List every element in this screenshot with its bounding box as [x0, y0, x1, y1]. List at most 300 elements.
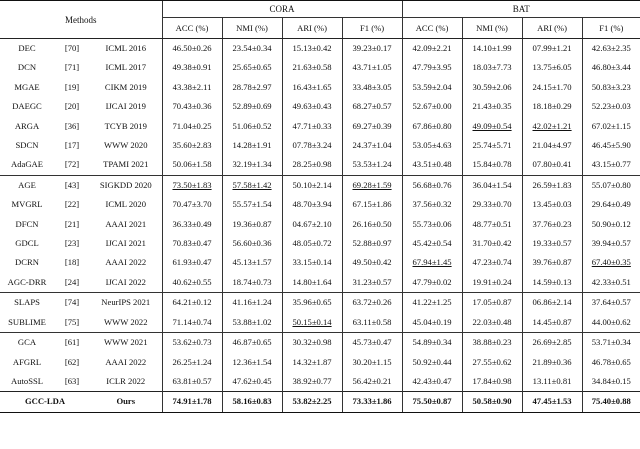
metric-cell	[582, 353, 640, 372]
metric-value: 46.78±0.65	[591, 356, 631, 367]
metric-cell	[522, 273, 582, 293]
metric-value: 50.10±2.14	[292, 179, 332, 190]
method-ref: [62]	[64, 356, 80, 367]
metric-value: 55.73±0.06	[412, 218, 452, 229]
metric-value: 23.54±0.34	[232, 43, 272, 53]
dataset-header-cora: CORA	[162, 1, 402, 18]
metric-value: 61.93±0.47	[172, 257, 212, 268]
metric-value: 06.86±2.14	[532, 297, 572, 308]
metric-value: 58.16±0.83	[222, 392, 282, 412]
metric-cell	[522, 136, 582, 155]
metric-cell	[222, 333, 282, 353]
metric-cell	[222, 234, 282, 253]
metric-value: 15.84±0.78	[472, 159, 512, 170]
metric-value: 21.04±4.97	[532, 140, 572, 151]
metric-value: 54.89±0.34	[412, 337, 452, 348]
method-ref: [19]	[64, 81, 80, 92]
metric-cell	[402, 234, 462, 253]
method-name: DAEGC	[12, 101, 42, 112]
metric-cell	[462, 58, 522, 77]
metric-value: 46.80±3.44	[591, 62, 631, 73]
metric-cell	[342, 333, 402, 353]
metric-value: 47.23±0.74	[472, 257, 512, 268]
table-row	[0, 117, 640, 136]
metric-cell	[402, 353, 462, 372]
metric-value: 75.50±0.87	[402, 392, 462, 412]
metric-value: 14.32±1.87	[292, 356, 332, 367]
metric-cell	[162, 253, 222, 272]
metric-header: F1 (%)	[342, 18, 402, 39]
metric-value: 17.84±0.98	[472, 375, 512, 386]
metric-cell	[402, 58, 462, 77]
method-venue: IJCAI 2019	[105, 101, 146, 112]
metric-cell	[342, 215, 402, 234]
metric-value: 55.57±1.54	[232, 199, 272, 210]
metric-value: 45.73±0.47	[352, 337, 392, 348]
metric-value: 14.28±1.91	[232, 140, 272, 151]
metric-value: 26.69±2.85	[532, 337, 572, 348]
metric-cell	[342, 293, 402, 313]
metric-value: 33.48±3.05	[352, 81, 392, 92]
method-ref: [63]	[64, 375, 80, 386]
metric-value: 64.21±0.12	[172, 297, 212, 308]
table-row	[0, 253, 640, 272]
metric-value: 52.67±0.00	[412, 101, 452, 112]
metric-cell	[582, 195, 640, 214]
metric-header: ACC (%)	[162, 18, 222, 39]
method-ref: [75]	[64, 316, 80, 327]
metric-cell	[582, 97, 640, 116]
table-row	[0, 39, 640, 59]
method-name: ARGA	[14, 120, 40, 131]
metric-cell	[582, 273, 640, 293]
method-ref: [24]	[64, 276, 80, 287]
metric-value: 46.45±5.90	[591, 140, 631, 151]
metric-cell	[522, 372, 582, 392]
method-venue: SIGKDD 2020	[90, 175, 162, 195]
metric-value: 26.16±0.50	[352, 218, 392, 229]
metric-value: 55.07±0.80	[591, 179, 631, 190]
table-row	[0, 313, 640, 333]
metric-cell	[582, 58, 640, 77]
metric-value: 71.04±0.25	[172, 120, 212, 131]
metric-value: 22.03±0.48	[472, 316, 512, 327]
metric-value: 42.09±2.21	[412, 43, 452, 53]
metric-cell	[282, 117, 342, 136]
metric-cell	[522, 117, 582, 136]
metric-cell	[522, 78, 582, 97]
method-name: GDCL	[15, 238, 39, 249]
metric-value: 14.80±1.64	[292, 276, 332, 287]
metric-value: 53.88±1.02	[232, 316, 272, 327]
method-name: AutoSSL	[11, 375, 43, 386]
metric-cell	[162, 155, 222, 175]
metric-value: 14.59±0.13	[532, 276, 572, 287]
metric-cell	[462, 353, 522, 372]
metric-value: 73.50±1.83	[172, 179, 212, 190]
method-venue: WWW 2021	[90, 333, 162, 353]
table-body	[0, 39, 640, 413]
metric-cell	[282, 234, 342, 253]
metric-value: 52.89±0.69	[232, 101, 272, 112]
metric-value: 47.71±0.33	[292, 120, 332, 131]
metric-value: 04.67±2.10	[292, 218, 332, 229]
method-ref: [18]	[64, 257, 80, 268]
method-ref: [72]	[64, 159, 80, 170]
dataset-header-bat: BAT	[402, 1, 640, 18]
metric-value: 50.15±0.14	[292, 316, 332, 327]
metric-value: 74.91±1.78	[162, 392, 222, 412]
metric-value: 50.58±0.90	[462, 392, 522, 412]
table-row	[0, 215, 640, 234]
metric-cell	[462, 155, 522, 175]
metric-value: 18.03±7.73	[472, 62, 512, 73]
table-row	[0, 195, 640, 214]
metric-value: 46.50±0.26	[172, 43, 212, 53]
table-row	[0, 293, 640, 313]
metric-cell	[222, 313, 282, 333]
metric-cell	[462, 117, 522, 136]
metric-value: 42.43±0.47	[412, 375, 452, 386]
metric-value: 67.15±1.86	[352, 199, 392, 210]
metric-value: 53.82±2.25	[282, 392, 342, 412]
metric-cell	[462, 333, 522, 353]
metric-header: ARI (%)	[282, 18, 342, 39]
metric-value: 28.78±2.97	[232, 81, 272, 92]
methods-header: Methods	[0, 1, 162, 39]
metric-cell	[282, 273, 342, 293]
metric-cell	[462, 78, 522, 97]
metric-cell	[282, 39, 342, 59]
method-venue: ICML 2016	[105, 43, 147, 53]
metric-cell	[402, 97, 462, 116]
metric-cell	[342, 58, 402, 77]
metric-cell	[462, 215, 522, 234]
metric-value: 56.42±0.21	[352, 375, 392, 386]
metric-cell	[522, 333, 582, 353]
metric-value: 37.56±0.32	[412, 199, 452, 210]
metric-cell	[582, 39, 640, 59]
method-name: SLAPS	[0, 293, 54, 313]
metric-value: 43.15±0.77	[591, 159, 631, 170]
metric-cell	[402, 253, 462, 272]
metric-value: 71.14±0.74	[172, 316, 212, 327]
metric-cell	[342, 97, 402, 116]
metric-value: 30.20±1.15	[352, 356, 392, 367]
metric-value: 56.60±0.36	[232, 238, 272, 249]
metric-cell	[522, 293, 582, 313]
metric-cell	[282, 215, 342, 234]
metric-value: 12.36±1.54	[232, 356, 272, 367]
metric-cell	[582, 313, 640, 333]
metric-value: 18.74±0.73	[232, 276, 272, 287]
metric-value: 50.90±0.12	[591, 218, 631, 229]
metric-value: 14.10±1.99	[472, 43, 512, 53]
metric-cell	[522, 253, 582, 272]
metric-value: 18.18±0.29	[532, 101, 572, 112]
metric-value: 38.88±0.23	[472, 337, 512, 348]
metric-cell	[282, 78, 342, 97]
metric-value: 46.87±0.65	[232, 337, 272, 348]
method-name: DEC	[18, 43, 36, 53]
metric-cell	[222, 155, 282, 175]
metric-cell	[282, 97, 342, 116]
metric-value: 21.43±0.35	[472, 101, 512, 112]
table-row	[0, 78, 640, 97]
metric-value: 48.05±0.72	[292, 238, 332, 249]
metric-value: 53.71±0.34	[591, 337, 631, 348]
metric-value: 07.80±0.41	[532, 159, 572, 170]
metric-cell	[282, 353, 342, 372]
method-ref: [36]	[64, 120, 80, 131]
method-ref: [74]	[54, 293, 90, 313]
metric-cell	[342, 353, 402, 372]
metric-cell	[462, 175, 522, 195]
metric-cell	[582, 293, 640, 313]
metric-value: 48.70±3.94	[292, 199, 332, 210]
metric-value: 35.60±2.83	[172, 140, 212, 151]
metric-value: 48.77±0.51	[472, 218, 512, 229]
metric-cell	[462, 293, 522, 313]
metric-value: 32.19±1.34	[232, 159, 272, 170]
metric-value: 49.50±0.42	[352, 257, 392, 268]
metric-value: 73.33±1.86	[342, 392, 402, 412]
metric-cell	[162, 78, 222, 97]
method-name: MGAE	[14, 81, 40, 92]
metric-cell	[282, 253, 342, 272]
metric-cell	[162, 39, 222, 59]
metric-value: 35.96±0.65	[292, 297, 332, 308]
metric-value: 17.05±0.87	[472, 297, 512, 308]
metric-value: 33.15±0.14	[292, 257, 332, 268]
metric-value: 38.92±0.77	[292, 375, 332, 386]
metric-cell	[162, 58, 222, 77]
metric-cell	[522, 195, 582, 214]
metric-value: 67.40±0.35	[591, 257, 631, 268]
metric-cell	[522, 353, 582, 372]
metric-cell	[462, 313, 522, 333]
method-name: AGC-DRR	[7, 276, 47, 287]
metric-header: NMI (%)	[222, 18, 282, 39]
metric-value: 45.13±1.57	[232, 257, 272, 268]
metric-cell	[342, 39, 402, 59]
metric-value: 07.78±3.24	[292, 140, 332, 151]
metric-value: 69.27±0.39	[352, 120, 392, 131]
metric-cell	[582, 78, 640, 97]
metric-cell	[462, 195, 522, 214]
method-ref: [17]	[64, 140, 80, 151]
metric-cell	[402, 155, 462, 175]
metric-value: 53.53±1.24	[352, 159, 392, 170]
metric-value: 47.45±1.53	[522, 392, 582, 412]
metric-cell	[402, 293, 462, 313]
metric-cell	[282, 313, 342, 333]
metric-value: 13.75±6.05	[532, 62, 572, 73]
table-row	[0, 273, 640, 293]
metric-cell	[222, 273, 282, 293]
metric-cell	[522, 215, 582, 234]
metric-value: 39.94±0.57	[591, 238, 631, 249]
metric-cell	[282, 175, 342, 195]
metric-value: 41.16±1.24	[232, 297, 272, 308]
metric-value: 53.62±0.73	[172, 337, 212, 348]
metric-value: 49.09±0.54	[472, 120, 512, 131]
metric-cell	[282, 136, 342, 155]
metric-cell	[222, 117, 282, 136]
metric-cell	[402, 273, 462, 293]
method-venue: ICLR 2022	[106, 375, 146, 386]
metric-cell	[402, 136, 462, 155]
method-venue: WWW 2022	[104, 316, 148, 327]
method-venue: TCYB 2019	[104, 120, 147, 131]
metric-value: 21.89±0.36	[532, 356, 572, 367]
metric-cell	[522, 234, 582, 253]
metric-value: 21.63±0.58	[292, 62, 332, 73]
metric-value: 53.59±2.04	[412, 81, 452, 92]
metric-cell	[222, 39, 282, 59]
method-venue: ICML 2017	[105, 62, 147, 73]
metric-value: 53.05±4.63	[412, 140, 452, 151]
metric-cell	[162, 117, 222, 136]
method-venue: AAAI 2022	[105, 356, 147, 367]
table-row	[0, 175, 640, 195]
metric-cell	[462, 253, 522, 272]
metric-value: 40.62±0.55	[172, 276, 212, 287]
metric-cell	[282, 58, 342, 77]
metric-cell	[402, 215, 462, 234]
metric-cell	[582, 253, 640, 272]
metric-cell	[282, 293, 342, 313]
metric-value: 07.99±1.21	[532, 43, 572, 53]
metric-value: 68.27±0.57	[352, 101, 392, 112]
metric-value: 69.28±1.59	[352, 179, 392, 190]
metric-value: 30.59±2.06	[472, 81, 512, 92]
method-name: GCC-LDA	[0, 392, 90, 412]
metric-value: 49.38±0.91	[172, 62, 212, 73]
method-name: DCRN	[15, 257, 39, 268]
metric-cell	[522, 175, 582, 195]
metric-cell	[342, 253, 402, 272]
metric-value: 43.51±0.48	[412, 159, 452, 170]
metric-cell	[282, 372, 342, 392]
metric-value: 24.37±1.04	[352, 140, 392, 151]
metric-cell	[342, 195, 402, 214]
metric-cell	[342, 175, 402, 195]
metric-value: 43.38±2.11	[172, 81, 212, 92]
metric-value: 14.45±0.87	[532, 316, 572, 327]
metric-cell	[222, 215, 282, 234]
metric-cell	[342, 155, 402, 175]
metric-value: 29.33±0.70	[472, 199, 512, 210]
method-ref: [70]	[64, 43, 80, 53]
method-ref: [21]	[64, 218, 80, 229]
table-row	[0, 155, 640, 175]
metric-cell	[222, 195, 282, 214]
metric-cell	[162, 273, 222, 293]
table-row-ours	[0, 392, 640, 412]
metric-cell	[342, 234, 402, 253]
method-venue: CIKM 2019	[104, 81, 147, 92]
metric-cell	[282, 155, 342, 175]
metric-cell	[222, 78, 282, 97]
metric-value: 28.25±0.98	[292, 159, 332, 170]
metric-cell	[162, 97, 222, 116]
table-row	[0, 136, 640, 155]
method-name: MVGRL	[11, 199, 43, 210]
metric-value: 50.92±0.44	[412, 356, 452, 367]
metric-value: 44.00±0.62	[591, 316, 631, 327]
metric-cell	[342, 313, 402, 333]
metric-cell	[342, 372, 402, 392]
method-venue: NeurIPS 2021	[90, 293, 162, 313]
method-venue: IJCAI 2021	[105, 238, 146, 249]
metric-cell	[222, 293, 282, 313]
metric-value: 16.43±1.65	[292, 81, 332, 92]
metric-cell	[162, 215, 222, 234]
metric-value: 24.15±1.70	[532, 81, 572, 92]
method-ref: [71]	[64, 62, 80, 73]
metric-cell	[342, 78, 402, 97]
metric-value: 63.11±0.58	[352, 316, 392, 327]
metric-cell	[162, 372, 222, 392]
metric-cell	[522, 313, 582, 333]
metric-cell	[582, 234, 640, 253]
metric-value: 57.58±1.42	[232, 179, 272, 190]
metric-cell	[582, 117, 640, 136]
metric-cell	[582, 155, 640, 175]
metric-value: 42.02±1.21	[532, 120, 572, 131]
metric-value: 31.70±0.42	[472, 238, 512, 249]
metric-value: 70.83±0.47	[172, 238, 212, 249]
metric-cell	[402, 78, 462, 97]
method-name: AdaGAE	[11, 159, 43, 170]
table-row	[0, 333, 640, 353]
method-ref: [61]	[54, 333, 90, 353]
metric-cell	[162, 234, 222, 253]
metric-header: ARI (%)	[522, 18, 582, 39]
metric-value: 30.32±0.98	[292, 337, 332, 348]
method-ref: [20]	[64, 101, 80, 112]
metric-cell	[462, 97, 522, 116]
metric-cell	[402, 372, 462, 392]
metric-value: 36.33±0.49	[172, 218, 212, 229]
metric-value: 31.23±0.57	[352, 276, 392, 287]
metric-cell	[402, 117, 462, 136]
metric-value: 29.64±0.49	[591, 199, 631, 210]
method-ref: [23]	[64, 238, 80, 249]
method-name: DFCN	[15, 218, 39, 229]
metric-value: 63.81±0.57	[172, 375, 212, 386]
metric-value: 45.42±0.54	[412, 238, 452, 249]
metric-value: 56.68±0.76	[412, 179, 452, 190]
metric-cell	[162, 333, 222, 353]
metric-value: 42.33±0.51	[591, 276, 631, 287]
metric-cell	[222, 372, 282, 392]
metric-cell	[162, 313, 222, 333]
metric-value: 25.65±0.65	[232, 62, 272, 73]
metric-cell	[222, 58, 282, 77]
method-venue: Ours	[90, 392, 162, 412]
metric-value: 50.83±3.23	[591, 81, 631, 92]
metric-cell	[162, 293, 222, 313]
metric-value: 39.76±0.87	[532, 257, 572, 268]
metric-cell	[582, 333, 640, 353]
method-name: SUBLIME	[8, 316, 46, 327]
metric-value: 47.79±3.95	[412, 62, 452, 73]
metric-cell	[402, 313, 462, 333]
metric-value: 67.02±1.15	[591, 120, 631, 131]
metric-value: 49.63±0.43	[292, 101, 332, 112]
